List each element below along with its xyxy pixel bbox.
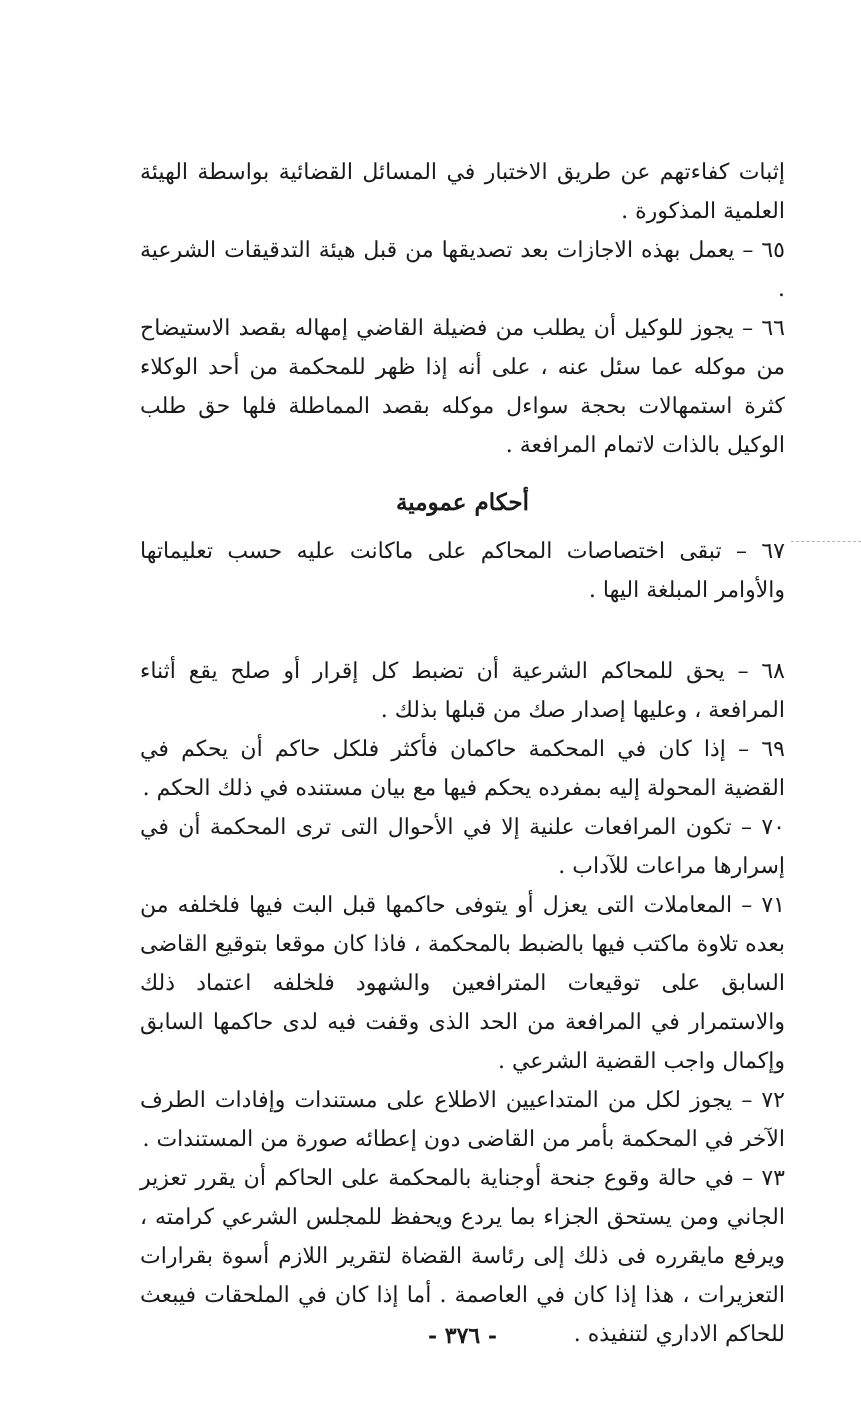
paragraph-continuation: إثبات كفاءتهم عن طريق الاختبار في المسائل القضائية بواسطة الهيئة العلمية المذكورة . — [140, 160, 785, 224]
scan-edge-mark — [791, 541, 861, 542]
paragraph-68: ٦٨ – يحق للمحاكم الشرعية أن تضبط كل إقرار أو صلح يقع أثناء المرافعة ، وعليها إصدار صك من قبلها بذلك . — [140, 659, 785, 723]
middle-text-block — [140, 532, 785, 610]
bottom-text-block — [140, 652, 785, 1354]
paragraph-73: ٧٣ – في حالة وقوع جنحة أوجناية بالمحكمة على الحاكم أن يقرر تعزير الجاني ومن يستحق الجزاء بما يردع ويحفظ للمجلس الشرعي كرامته ، ويرفع مايقرره فى ذلك إلى رئاسة القضاة لتقرير اللازم أسوة بقرارات التعزيرات ، هذا إذا كان في العاصمة . أما إذا كان في الملحقات فيبعث للحاكم الاداري لتنفيذه . — [140, 1166, 785, 1347]
paragraph-67: ٦٧ – تبقى اختصاصات المحاكم على ماكانت عليه حسب تعليماتها والأوامر المبلغة اليها . — [140, 539, 785, 603]
page-number: - ٣٧٦ - — [427, 1323, 498, 1349]
section-heading: أحكام عمومية — [395, 489, 530, 516]
paragraph-66: ٦٦ – يجوز للوكيل أن يطلب من فضيلة القاضي إمهاله بقصد الاستيضاح من موكله عما سئل عنه ، على أنه إذا ظهر للمحكمة من أحد الوكلاء كثرة استمهالات بحجة سواءل موكله بقصد المماطلة فلها حق طلب الوكيل بالذات لاتمام المرافعة . — [140, 316, 785, 458]
paragraph-71: ٧١ – المعاملات التى يعزل أو يتوفى حاكمها قبل البت فيها فلخلفه من بعده تلاوة ماكتب فيها بالضبط بالمحكمة ، فاذا كان موقعا بتوقيع القاضى السابق على توقيعات المترافعين والشهود فلخلفه اعتماد ذلك والاستمرار في المرافعة من الحد الذى وقفت فيه لدى حاكمها السابق وإكمال واجب القضية الشرعي . — [140, 893, 785, 1074]
top-text-block — [140, 153, 785, 465]
paragraph-65: ٦٥ – يعمل بهذه الاجازات بعد تصديقها من قبل هيئة التدقيقات الشرعية . — [140, 238, 785, 302]
paragraph-72: ٧٢ – يجوز لكل من المتداعيين الاطلاع على مستندات وإفادات الطرف الآخر في المحكمة بأمر من القاضى دون إعطائه صورة من المستندات . — [140, 1088, 785, 1152]
paragraph-69: ٦٩ – إذا كان في المحكمة حاكمان فأكثر فلكل حاكم أن يحكم في القضية المحولة إليه بمفرده يحكم فيها مع بيان مستنده في ذلك الحكم . — [140, 737, 785, 801]
paragraph-70: ٧٠ – تكون المرافعات علنية إلا في الأحوال التى ترى المحكمة أن في إسرارها مراعات للآداب . — [140, 815, 785, 879]
